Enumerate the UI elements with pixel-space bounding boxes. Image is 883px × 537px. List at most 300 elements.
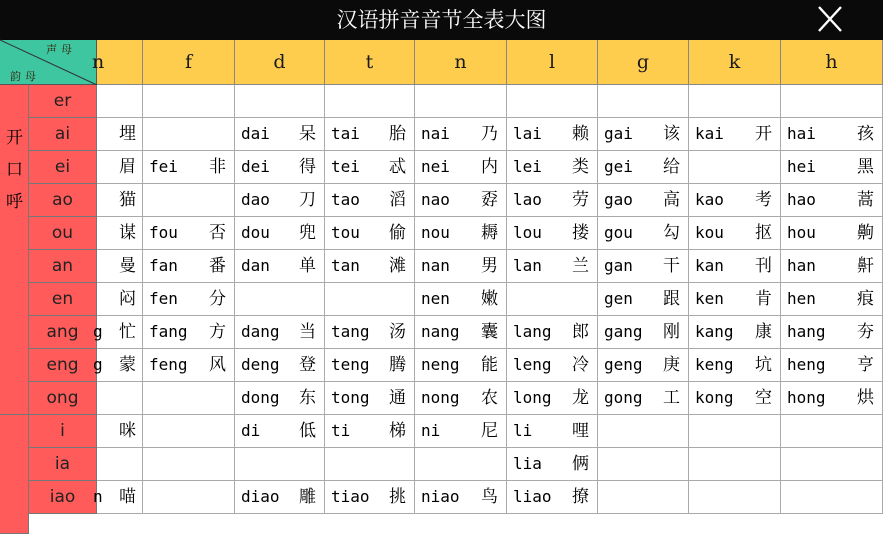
syllable-character: 耨	[481, 223, 498, 243]
syllable-cell[interactable]	[415, 349, 507, 382]
syllable-pinyin: dou	[241, 223, 270, 242]
syllable-cell[interactable]	[598, 349, 689, 382]
syllable-character: 俩	[572, 454, 589, 474]
syllable-pinyin: dang	[241, 322, 280, 341]
syllable-pinyin: ti	[331, 421, 351, 440]
syllable-pinyin: gen	[604, 289, 633, 308]
syllable-cell[interactable]	[781, 316, 883, 349]
syllable-cell[interactable]	[598, 151, 689, 184]
syllable-character: 曼	[119, 256, 136, 276]
final-label: an	[29, 250, 97, 283]
syllable-character: 谋	[119, 223, 136, 243]
syllable-character: 雕	[299, 487, 316, 507]
syllable-pinyin: tou	[331, 223, 360, 242]
syllable-cell[interactable]	[598, 118, 689, 151]
syllable-cell[interactable]	[325, 349, 415, 382]
syllable-cell[interactable]	[507, 349, 598, 382]
syllable-cell[interactable]	[781, 184, 883, 217]
syllable-character: 康	[755, 322, 772, 342]
syllable-pinyin: keng	[695, 355, 734, 374]
syllable-cell[interactable]	[415, 85, 507, 118]
syllable-cell[interactable]	[325, 217, 415, 250]
group-label-char: 呼	[6, 192, 23, 212]
syllable-character: 胎	[389, 124, 406, 144]
syllable-character: 干	[663, 256, 680, 276]
syllable-cell[interactable]	[689, 316, 781, 349]
syllable-cell[interactable]	[97, 448, 143, 481]
final-label: ong	[29, 382, 97, 415]
syllable-character: 咪	[119, 421, 136, 441]
syllable-character: 坑	[755, 355, 772, 375]
syllable-character: 烘	[857, 388, 874, 408]
syllable-character: 梯	[389, 421, 406, 441]
syllable-character: 埋	[119, 124, 136, 144]
syllable-pinyin: hang	[787, 322, 826, 341]
syllable-cell[interactable]	[235, 448, 325, 481]
syllable-cell[interactable]	[325, 151, 415, 184]
syllable-character: 刚	[663, 322, 680, 342]
syllable-pinyin: di	[241, 421, 261, 440]
syllable-character: 内	[481, 157, 498, 177]
syllable-character: 滔	[389, 190, 406, 210]
syllable-cell[interactable]	[781, 250, 883, 283]
syllable-pinyin: hei	[787, 157, 816, 176]
syllable-pinyin: fei	[149, 157, 178, 176]
syllable-character: 汤	[389, 322, 406, 342]
syllable-character: 鼾	[857, 256, 874, 276]
syllable-pinyin: long	[513, 388, 552, 407]
syllable-pinyin: niao	[421, 487, 460, 506]
syllable-pinyin: neng	[421, 355, 460, 374]
syllable-pinyin: tiao	[331, 487, 370, 506]
syllable-cell[interactable]	[689, 382, 781, 415]
syllable-cell[interactable]	[143, 382, 235, 415]
syllable-cell[interactable]	[598, 184, 689, 217]
syllable-cell[interactable]	[143, 349, 235, 382]
close-button[interactable]	[810, 2, 850, 38]
final-group-kaikouhu	[0, 85, 29, 415]
syllable-cell[interactable]	[97, 85, 143, 118]
syllable-character: 挑	[389, 487, 406, 507]
syllable-character: 通	[389, 388, 406, 408]
syllable-character: 猫	[119, 190, 136, 210]
syllable-pinyin: ken	[695, 289, 724, 308]
syllable-character: 考	[755, 190, 772, 210]
syllable-pinyin: han	[787, 256, 816, 275]
syllable-cell[interactable]	[93, 316, 143, 349]
syllable-character: 忒	[389, 157, 406, 177]
syllable-cell[interactable]	[325, 448, 415, 481]
syllable-cell[interactable]	[143, 316, 235, 349]
syllable-pinyin: lao	[513, 190, 542, 209]
final-label: ou	[29, 217, 97, 250]
syllable-pinyin: lei	[513, 157, 542, 176]
initial-header-0: n	[97, 40, 143, 85]
finals-label: 韵母	[10, 70, 40, 83]
syllable-character: 齁	[857, 223, 874, 243]
syllable-cell[interactable]	[507, 283, 598, 316]
syllable-cell[interactable]	[143, 481, 235, 514]
syllable-character: 黑	[857, 157, 874, 177]
final-group-next	[0, 415, 29, 534]
final-label: ai	[29, 118, 97, 151]
syllable-character: 哩	[572, 421, 589, 441]
initial-header-2: d	[235, 40, 325, 85]
syllable-cell[interactable]	[598, 316, 689, 349]
syllable-cell[interactable]	[235, 349, 325, 382]
initial-header-8: h	[781, 40, 883, 85]
syllable-pinyin: dan	[241, 256, 270, 275]
syllable-character: 眉	[119, 157, 136, 177]
syllable-pinyin: dei	[241, 157, 270, 176]
syllable-cell[interactable]	[598, 382, 689, 415]
syllable-pinyin: dong	[241, 388, 280, 407]
syllable-cell[interactable]	[325, 481, 415, 514]
syllable-cell[interactable]	[415, 481, 507, 514]
corner-header-cell	[0, 40, 97, 85]
syllable-pinyin: gai	[604, 124, 633, 143]
syllable-pinyin: gou	[604, 223, 633, 242]
syllable-pinyin: hen	[787, 289, 816, 308]
syllable-cell[interactable]	[507, 217, 598, 250]
syllable-character: 尼	[481, 421, 498, 441]
syllable-character: 鸟	[481, 487, 498, 507]
syllable-cell[interactable]	[143, 250, 235, 283]
syllable-character: 抠	[755, 223, 772, 243]
final-label: ei	[29, 151, 97, 184]
syllable-pinyin: gao	[604, 190, 633, 209]
syllable-pinyin: gan	[604, 256, 633, 275]
final-label: en	[29, 283, 97, 316]
syllable-pinyin: hai	[787, 124, 816, 143]
syllable-character: 庚	[663, 355, 680, 375]
syllable-pinyin: nang	[421, 322, 460, 341]
syllable-cell[interactable]	[235, 184, 325, 217]
syllable-cell[interactable]	[235, 217, 325, 250]
group-label-char: 口	[6, 160, 23, 180]
syllable-cell[interactable]	[689, 448, 781, 481]
syllable-character: 赖	[572, 124, 589, 144]
syllable-pinyin: g	[93, 322, 103, 341]
syllable-character: 给	[663, 157, 680, 177]
syllable-cell[interactable]	[781, 151, 883, 184]
syllable-character: 农	[481, 388, 498, 408]
syllable-character: 搂	[572, 223, 589, 243]
final-label: ao	[29, 184, 97, 217]
syllable-cell[interactable]	[598, 250, 689, 283]
syllable-character: 单	[299, 256, 316, 276]
syllable-character: 风	[209, 355, 226, 375]
syllable-cell[interactable]	[507, 448, 598, 481]
close-x-icon	[810, 2, 850, 38]
syllable-cell[interactable]	[143, 283, 235, 316]
syllable-character: 分	[209, 289, 226, 309]
syllable-pinyin: nou	[421, 223, 450, 242]
syllable-character: 勾	[663, 223, 680, 243]
syllable-cell[interactable]	[415, 448, 507, 481]
syllable-pinyin: hou	[787, 223, 816, 242]
syllable-cell[interactable]	[598, 283, 689, 316]
syllable-character: 囊	[481, 322, 498, 342]
syllable-cell[interactable]	[689, 118, 781, 151]
page-title: 汉语拼音音节全表大图	[336, 8, 547, 32]
syllable-character: 郎	[572, 322, 589, 342]
syllable-cell[interactable]	[415, 184, 507, 217]
syllable-character: 非	[209, 157, 226, 177]
syllable-character: 亨	[857, 355, 874, 375]
syllable-pinyin: nong	[421, 388, 460, 407]
syllable-cell[interactable]	[325, 415, 415, 448]
syllable-pinyin: kong	[695, 388, 734, 407]
syllable-cell[interactable]	[143, 85, 235, 118]
syllable-cell[interactable]	[507, 118, 598, 151]
syllable-cell[interactable]	[97, 151, 143, 184]
syllable-cell[interactable]	[235, 151, 325, 184]
syllable-cell[interactable]	[507, 415, 598, 448]
syllable-pinyin: lai	[513, 124, 542, 143]
syllable-cell[interactable]	[689, 85, 781, 118]
syllable-pinyin: kao	[695, 190, 724, 209]
syllable-cell[interactable]	[415, 118, 507, 151]
syllable-cell[interactable]	[781, 448, 883, 481]
syllable-cell[interactable]	[325, 283, 415, 316]
syllable-cell[interactable]	[143, 151, 235, 184]
syllable-cell[interactable]	[235, 415, 325, 448]
syllable-cell[interactable]	[507, 316, 598, 349]
syllable-pinyin: leng	[513, 355, 552, 374]
syllable-character: 夯	[857, 322, 874, 342]
syllable-pinyin: tang	[331, 322, 370, 341]
syllable-character: 孩	[857, 124, 874, 144]
syllable-cell[interactable]	[235, 85, 325, 118]
syllable-cell[interactable]	[415, 316, 507, 349]
syllable-cell[interactable]	[689, 250, 781, 283]
syllable-character: 得	[299, 157, 316, 177]
syllable-cell[interactable]	[97, 118, 143, 151]
syllable-pinyin: nai	[421, 124, 450, 143]
syllable-pinyin: fou	[149, 223, 178, 242]
initial-header-6: g	[598, 40, 689, 85]
syllable-pinyin: gang	[604, 322, 643, 341]
syllable-cell[interactable]	[598, 217, 689, 250]
syllable-character: 蒙	[119, 355, 136, 375]
syllable-pinyin: ni	[421, 421, 441, 440]
syllable-cell[interactable]	[781, 349, 883, 382]
syllable-character: 忙	[119, 322, 136, 342]
syllable-cell[interactable]	[97, 184, 143, 217]
syllable-cell[interactable]	[93, 349, 143, 382]
syllable-character: 类	[572, 157, 589, 177]
syllable-cell[interactable]	[689, 184, 781, 217]
syllable-cell[interactable]	[415, 415, 507, 448]
syllable-pinyin: geng	[604, 355, 643, 374]
syllable-cell[interactable]	[235, 283, 325, 316]
syllable-pinyin: tong	[331, 388, 370, 407]
syllable-character: 工	[663, 388, 680, 408]
syllable-pinyin: kan	[695, 256, 724, 275]
syllable-pinyin: fan	[149, 256, 178, 275]
syllable-cell[interactable]	[325, 382, 415, 415]
syllable-cell[interactable]	[415, 382, 507, 415]
syllable-character: 孬	[481, 190, 498, 210]
syllable-cell[interactable]	[689, 217, 781, 250]
syllable-cell[interactable]	[415, 283, 507, 316]
syllable-cell[interactable]	[781, 118, 883, 151]
syllable-cell[interactable]	[143, 217, 235, 250]
syllable-pinyin: lan	[513, 256, 542, 275]
syllable-cell[interactable]	[689, 415, 781, 448]
syllable-character: 龙	[572, 388, 589, 408]
final-label: eng	[29, 349, 97, 382]
syllable-cell[interactable]	[781, 85, 883, 118]
syllable-cell[interactable]	[781, 283, 883, 316]
syllable-cell[interactable]	[415, 217, 507, 250]
syllable-cell[interactable]	[235, 382, 325, 415]
syllable-cell[interactable]	[235, 481, 325, 514]
syllable-pinyin: feng	[149, 355, 188, 374]
syllable-character: 东	[299, 388, 316, 408]
syllable-cell[interactable]	[235, 250, 325, 283]
syllable-character: 撩	[572, 487, 589, 507]
syllable-cell[interactable]	[598, 448, 689, 481]
syllable-character: 嫩	[481, 289, 498, 309]
syllable-pinyin: nei	[421, 157, 450, 176]
syllable-character: 登	[299, 355, 316, 375]
syllable-pinyin: gei	[604, 157, 633, 176]
final-label: ang	[29, 316, 97, 349]
syllable-character: 喵	[119, 487, 136, 507]
syllable-character: 腾	[389, 355, 406, 375]
initial-header-1: f	[143, 40, 235, 85]
group-label-char: 开	[6, 128, 23, 148]
syllable-character: 高	[663, 190, 680, 210]
syllable-character: 该	[663, 124, 680, 144]
syllable-character: 闷	[119, 289, 136, 309]
syllable-character: 蒿	[857, 190, 874, 210]
syllable-character: 男	[481, 256, 498, 276]
syllable-cell[interactable]	[97, 250, 143, 283]
syllable-pinyin: nen	[421, 289, 450, 308]
syllable-cell[interactable]	[689, 151, 781, 184]
syllable-pinyin: dai	[241, 124, 270, 143]
syllable-pinyin: nan	[421, 256, 450, 275]
syllable-character: 偷	[389, 223, 406, 243]
syllable-character: 肯	[755, 289, 772, 309]
syllable-cell[interactable]	[598, 415, 689, 448]
syllable-character: 痕	[857, 289, 874, 309]
syllable-pinyin: lou	[513, 223, 542, 242]
syllable-cell[interactable]	[235, 316, 325, 349]
syllable-character: 跟	[663, 289, 680, 309]
syllable-character: 空	[755, 388, 772, 408]
syllable-pinyin: kou	[695, 223, 724, 242]
syllable-cell[interactable]	[689, 349, 781, 382]
syllable-pinyin: tei	[331, 157, 360, 176]
initial-header-3: t	[325, 40, 415, 85]
syllable-pinyin: hao	[787, 190, 816, 209]
syllable-cell[interactable]	[598, 481, 689, 514]
syllable-character: 能	[481, 355, 498, 375]
syllable-cell[interactable]	[507, 250, 598, 283]
syllable-cell[interactable]	[325, 118, 415, 151]
syllable-character: 兜	[299, 223, 316, 243]
syllable-cell[interactable]	[781, 481, 883, 514]
syllable-character: 劳	[572, 190, 589, 210]
syllable-cell[interactable]	[93, 481, 143, 514]
syllable-cell[interactable]	[507, 184, 598, 217]
syllable-cell[interactable]	[689, 283, 781, 316]
syllable-pinyin: lia	[513, 454, 542, 473]
syllable-cell[interactable]	[325, 250, 415, 283]
syllable-pinyin: lang	[513, 322, 552, 341]
syllable-cell[interactable]	[143, 184, 235, 217]
syllable-character: 乃	[481, 124, 498, 144]
initial-header-7: k	[689, 40, 781, 85]
syllable-cell[interactable]	[507, 151, 598, 184]
syllable-cell[interactable]	[325, 316, 415, 349]
syllable-cell[interactable]	[235, 118, 325, 151]
syllable-pinyin: teng	[331, 355, 370, 374]
final-label: iao	[29, 481, 97, 514]
syllable-character: 刀	[299, 190, 316, 210]
initial-header-5: l	[507, 40, 598, 85]
syllable-pinyin: liao	[513, 487, 552, 506]
syllable-cell[interactable]	[415, 250, 507, 283]
syllable-pinyin: li	[513, 421, 533, 440]
syllable-pinyin: diao	[241, 487, 280, 506]
syllable-cell[interactable]	[598, 85, 689, 118]
syllable-pinyin: kang	[695, 322, 734, 341]
syllable-pinyin: fen	[149, 289, 178, 308]
final-label: er	[29, 85, 97, 118]
final-label: ia	[29, 448, 97, 481]
syllable-cell[interactable]	[507, 85, 598, 118]
syllable-cell[interactable]	[325, 184, 415, 217]
syllable-pinyin: g	[93, 355, 103, 374]
syllable-cell[interactable]	[781, 382, 883, 415]
syllable-pinyin: tao	[331, 190, 360, 209]
syllable-character: 当	[299, 322, 316, 342]
final-label: i	[29, 415, 97, 448]
syllable-cell[interactable]	[143, 415, 235, 448]
syllable-character: 番	[209, 256, 226, 276]
table-right-edge	[878, 40, 883, 537]
syllable-cell[interactable]	[97, 415, 143, 448]
syllable-pinyin: nao	[421, 190, 450, 209]
syllable-cell[interactable]	[97, 217, 143, 250]
syllable-pinyin: n	[93, 487, 103, 506]
syllable-cell[interactable]	[507, 481, 598, 514]
syllable-cell[interactable]	[781, 217, 883, 250]
syllable-character: 呆	[299, 124, 316, 144]
syllable-cell[interactable]	[325, 85, 415, 118]
syllable-cell[interactable]	[97, 382, 143, 415]
syllable-cell[interactable]	[143, 448, 235, 481]
syllable-character: 刊	[755, 256, 772, 276]
syllable-pinyin: gong	[604, 388, 643, 407]
syllable-pinyin: dao	[241, 190, 270, 209]
syllable-cell[interactable]	[507, 382, 598, 415]
initials-label: 声母	[46, 43, 76, 56]
syllable-character: 滩	[389, 256, 406, 276]
syllable-cell[interactable]	[143, 118, 235, 151]
syllable-cell[interactable]	[689, 481, 781, 514]
syllable-cell[interactable]	[781, 415, 883, 448]
syllable-cell[interactable]	[97, 283, 143, 316]
syllable-pinyin: deng	[241, 355, 280, 374]
syllable-cell[interactable]	[415, 151, 507, 184]
syllable-character: 否	[209, 223, 226, 243]
